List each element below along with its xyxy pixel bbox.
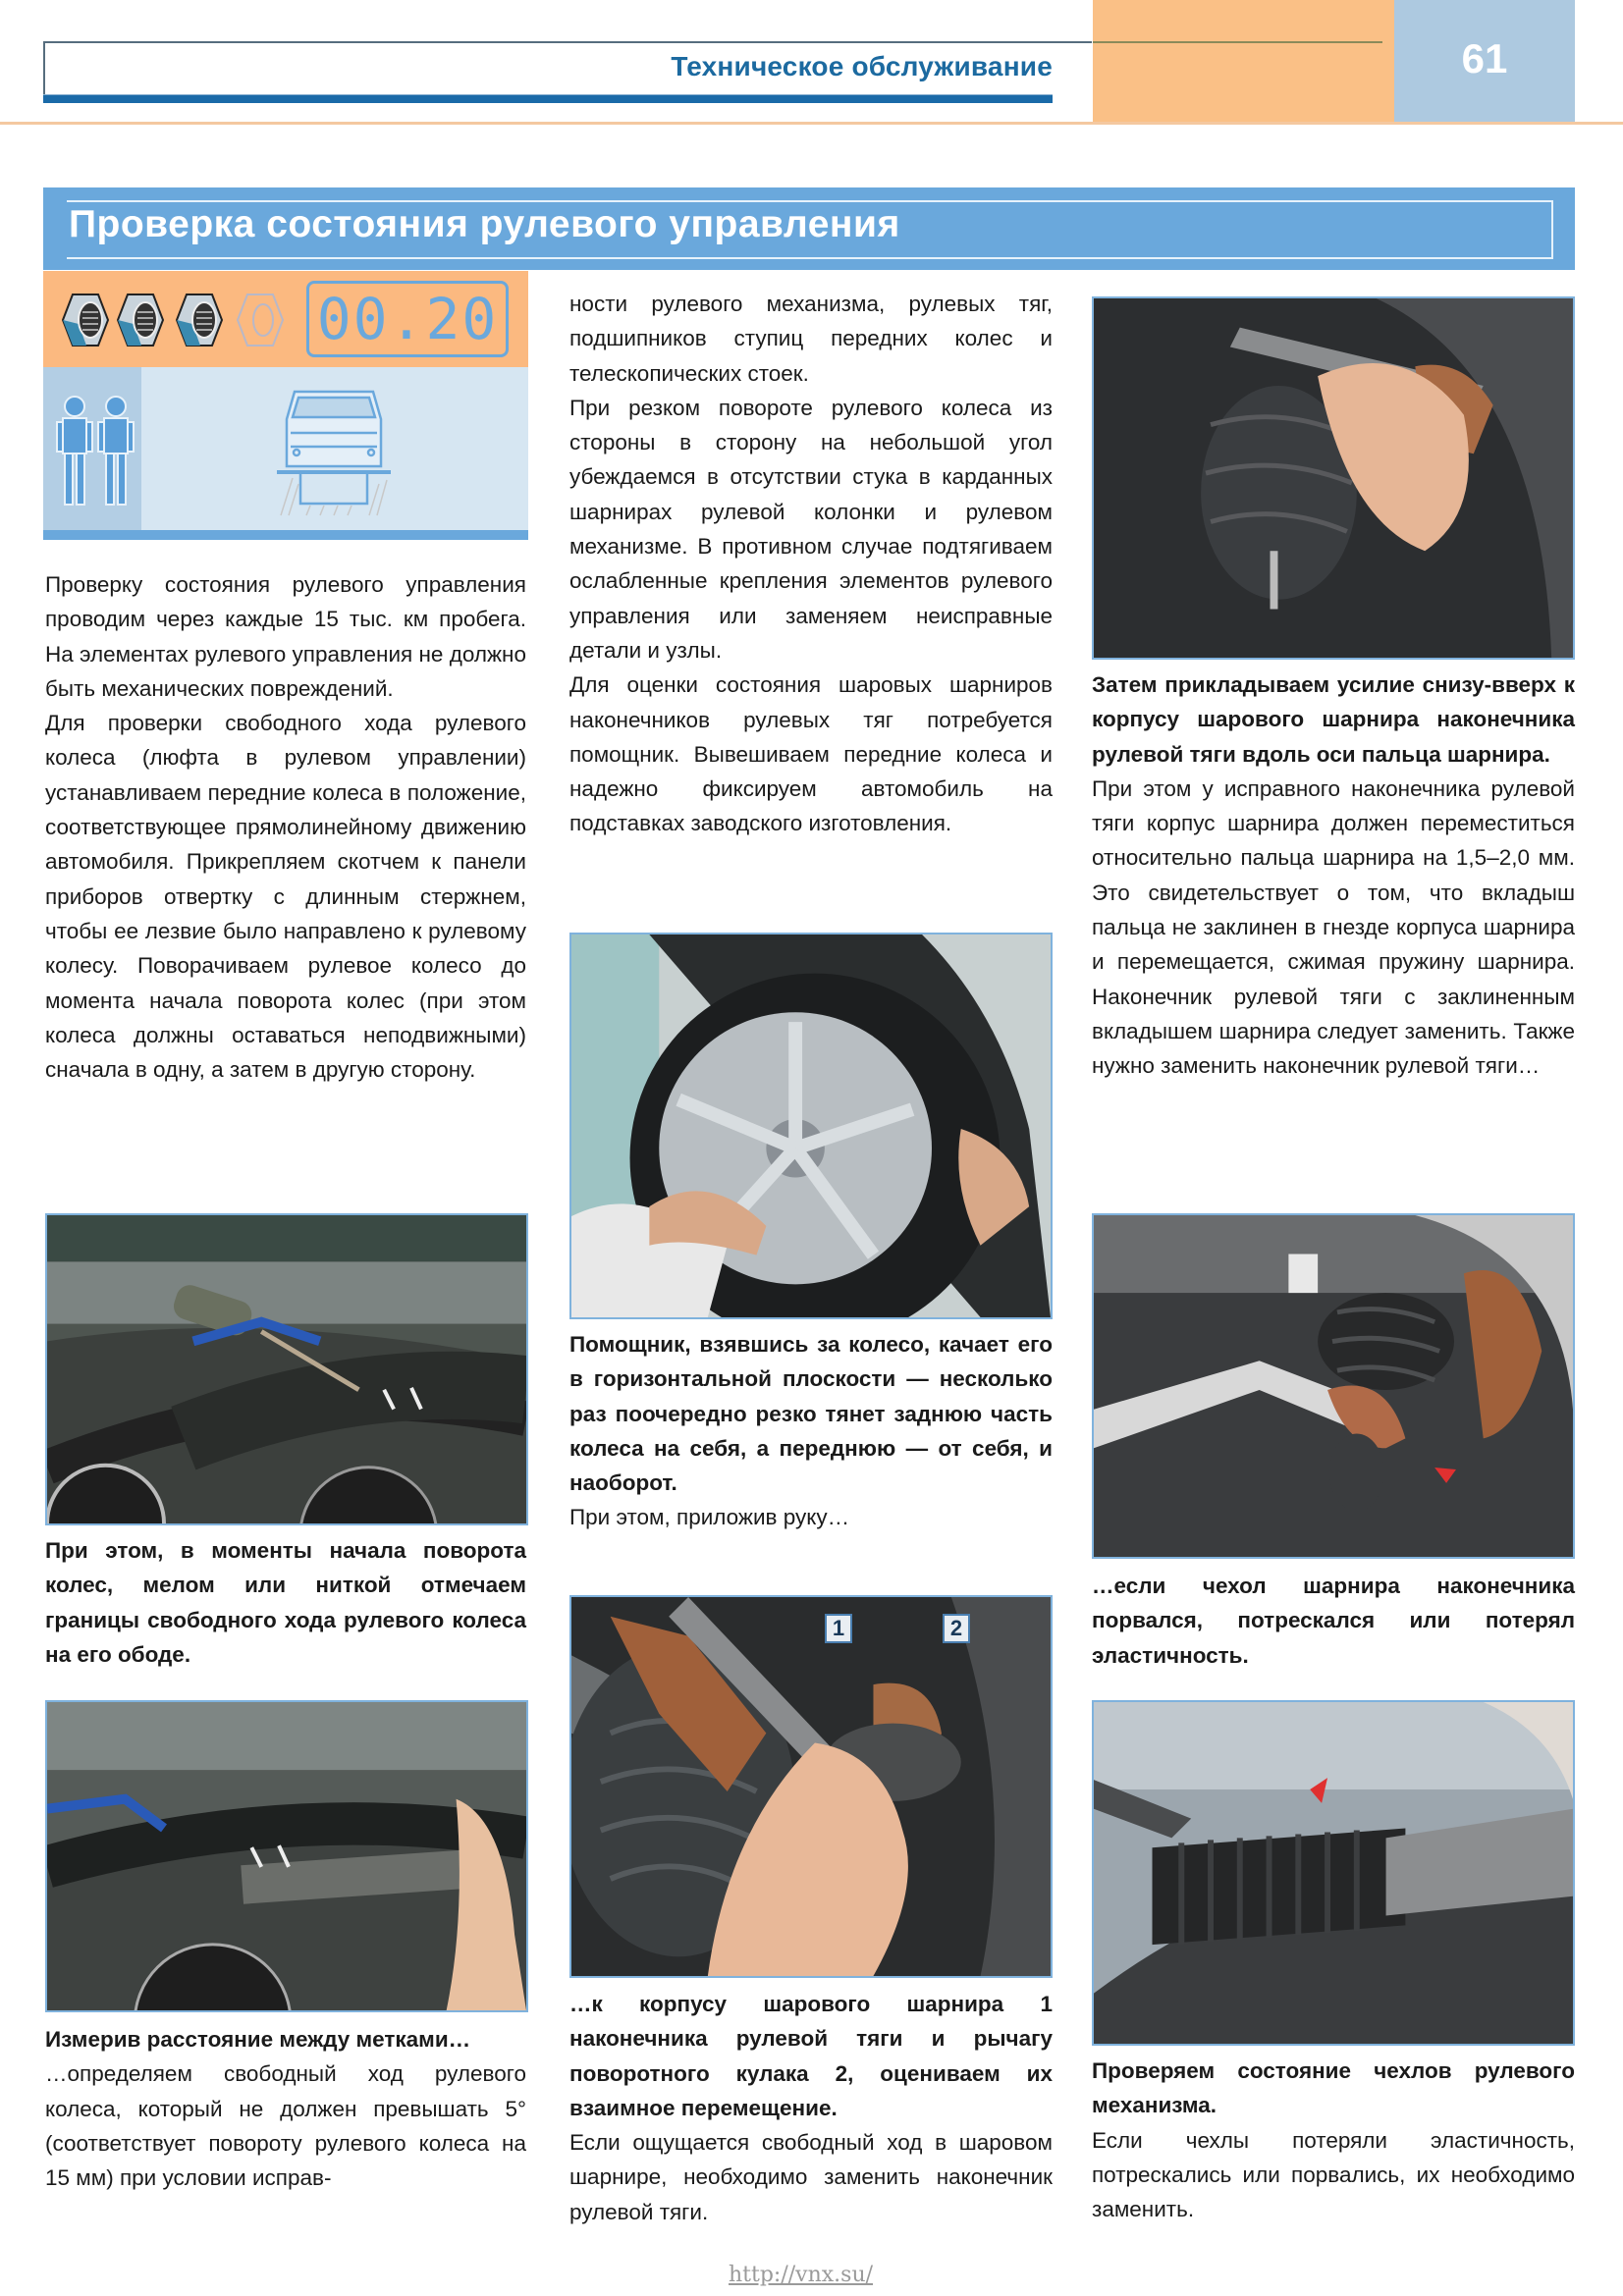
column2-paragraph-3: Для оценки состояния шаровых шарниров наконечников рулевых тяг потребуется помощник. Вывешиваем передние колеса и надежно фиксируем автомобиль на подставках заводского изготовления. (569, 672, 1053, 836)
two-persons-icon (53, 393, 137, 510)
footer-link[interactable]: http://vnx.su/ (729, 2263, 874, 2287)
caption-force-bold: Затем прикладываем усилие снизу-вверх к корпусу шарового шарнира наконечника рулевой тяги вдоль оси пальца шарнира. (1092, 672, 1575, 767)
photo-steering-rack-boot (1092, 1700, 1575, 2046)
intro-paragraph-2: Для проверки свободного хода рулевого колеса (люфта в рулевом управлении) устанавливаем передние колеса в положение, соответствующее прямолинейному движению автомобиля. Прикрепляем скотчем к панели приборов отвертку с длинным стержнем, чтобы ее лезвие было направлено к рулевому колесу. Поворачиваем рулевое колесо до момента начала поворота колес (при этом колеса должны оставаться неподвижными) сначала в одну, а затем в другую сторону. (45, 711, 526, 1083)
caption-rack-boot-block (1092, 2054, 1575, 2226)
info-box-rule (43, 530, 528, 540)
caption-rack-boot-text: Если чехлы потеряли эластичность, потрескались или порвались, их необходимо заменить. (1092, 2127, 1575, 2222)
caption-rocking-bold: Помощник, взявшись за колесо, качает его в горизонтальной плоскости — несколько раз поочередно резко тянет заднюю часть колеса на себя, а переднюю — от себя, и наоборот. (569, 1332, 1053, 1496)
callout-label-2: 2 (943, 1614, 970, 1643)
intro-text (45, 567, 526, 1087)
caption-measure-bold: Измерив расстояние между метками… (45, 2027, 471, 2052)
nut-icon-filled (175, 291, 224, 349)
caption-measure-block (45, 2022, 526, 2195)
caption-tie-rod-boot: …если чехол шарнира наконечника порвался, потрескался или потерял эластичность. (1092, 1574, 1575, 1668)
caption-ball-joint-bold: …к корпусу шарового шарнира 1 наконечника рулевой тяги и рычагу поворотного кулака 2, оцениваем их взаимное перемещение. (569, 1992, 1053, 2120)
nut-icon-filled (116, 291, 165, 349)
header-orange-block (1093, 0, 1394, 124)
caption-rocking-text: При этом, приложив руку… (569, 1505, 850, 1530)
nut-icon-filled (61, 291, 110, 349)
photo-tie-rod-boot (1092, 1213, 1575, 1559)
photo-rocking-wheel (569, 933, 1053, 1319)
page-number: 61 (1461, 35, 1508, 81)
caption-ball-joint-text: Если ощущается свободный ход в шаровом шарнире, необходимо заменить наконечник рулевой тяги. (569, 2130, 1053, 2224)
column2-paragraph-1: ности рулевого механизма, рулевых тяг, подшипников ступиц передних колес и телескопических стоек. (569, 292, 1053, 386)
caption-ball-joint-block (569, 1987, 1053, 2229)
article-title: Проверка состояния рулевого управления (69, 203, 900, 245)
photo-force-upward (1092, 296, 1575, 660)
column2-paragraph-2: При резком повороте рулевого колеса из стороны в сторону на небольшой угол убеждаемся в отсутствии стука в карданных шарнирах рулевой колонки и рулевом механизме. В противном случае подтягиваем ослабленные крепления элементов рулевого управления или заменяем неисправные детали и узлы. (569, 395, 1053, 663)
car-on-pit-icon (277, 388, 391, 519)
nut-icon-outline (236, 291, 285, 349)
caption-marking-wheel: При этом, в моменты начала поворота колес, мелом или ниткой отмечаем границы свободного хода рулевого колеса на его ободе. (45, 1538, 526, 1667)
header-top-line-accent (1093, 41, 1382, 43)
column2-text (569, 287, 1053, 841)
header-top-line (43, 41, 1092, 43)
photo-measuring-marks (45, 1700, 528, 2012)
time-display: 00.20 (316, 286, 499, 352)
caption-measure-text: …определяем свободный ход рулевого колеса, который не должен превышать 5° (соответствует повороту рулевого колеса на 15 мм) при условии исправ- (45, 2061, 526, 2191)
header-bottom-divider (0, 122, 1623, 125)
caption-force-text: При этом у исправного наконечника рулевой тяги корпус шарнира должен переместиться относительно пальца шарнира на 1,5–2,0 мм. Это свидетельствует о том, что вкладыш пальца не заклинен в гнезде корпуса шарнира и перемещается, сжимая пружину шарнира. Наконечник рулевой тяги с заклиненным вкладышем шарнира следует заменить. Также нужно заменить наконечник рулевой тяги… (1092, 775, 1575, 1079)
intro-paragraph-1: Проверку состояния рулевого управления проводим через каждые 15 тыс. км пробега. На элементах рулевого управления не должно быть механических повреждений. (45, 572, 526, 701)
header-rule (43, 95, 1053, 103)
header-section-title: Техническое обслуживание (671, 51, 1053, 81)
callout-label-1: 1 (825, 1614, 852, 1643)
photo-screwdriver-on-dashboard (45, 1213, 528, 1525)
caption-force-block (1092, 667, 1575, 1084)
photo-ball-joint-hand (569, 1595, 1053, 1978)
caption-rack-boot-bold: Проверяем состояние чехлов рулевого механизма. (1092, 2058, 1575, 2118)
caption-rocking-block (569, 1327, 1053, 1535)
